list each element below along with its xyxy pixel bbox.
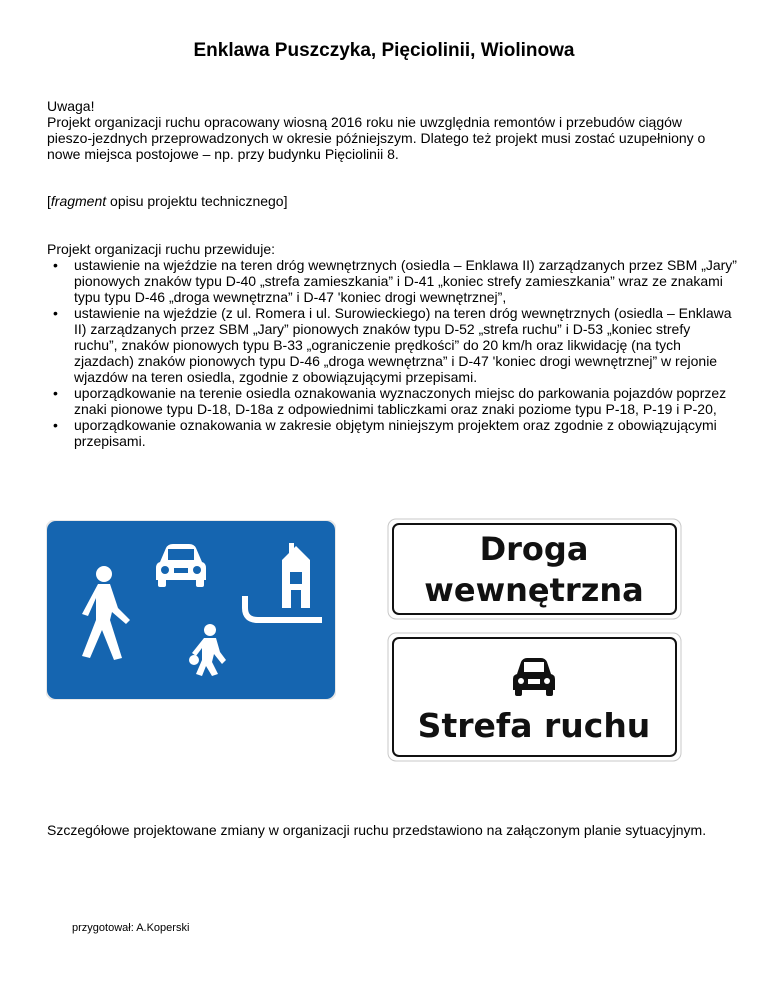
fragment-open-bracket: [ (47, 193, 51, 209)
internal-road-sign-line1: Droga (479, 530, 589, 568)
internal-road-sign (387, 518, 682, 620)
list-item: • uporządkowanie na terenie osiedla oznakowania wyznaczonych miejsc do parkowania pojazdów poprzez znaki pionowe typu D-18, D-18a z odpowiednimi tabliczkami oraz znaki poziome typu P-18, P-19 i P-20, (47, 385, 737, 417)
intro-text: Projekt organizacji ruchu przewiduje: (47, 241, 275, 257)
list-item: • uporządkowanie oznakowania w zakresie objętym niniejszym projektem oraz zgodnie z obowiązującymi przepisami. (47, 417, 737, 449)
traffic-zone-sign-text: Strefa ruchu (417, 706, 651, 745)
fragment-caption (47, 193, 727, 209)
notice-text: Projekt organizacji ruchu opracowany wiosną 2016 roku nie uwzględnia remontów i przebudów ciągów pieszo-jezdnych przeprowadzonych w okresie późniejszym. Dlatego też projekt musi zostać uzupełniony o nowe miejsca postojowe – np. przy budynku Pięciolinii 8. (47, 114, 706, 162)
prepared-by: przygotował: A.Koperski (72, 922, 190, 934)
list-item: • ustawienie na wjeździe (z ul. Romera i ul. Surowieckiego) na teren dróg wewnętrznych (osiedla – Enklawa II) zarządzanych przez SBM „Jary” pionowych znaków typu D-52 „strefa ruchu” i D-53 „koniec strefy ruchu”, znaków pionowych typu B-33 „ograniczenie prędkości” do 20 km/h oraz likwidację (na tych zjazdach) znaków pionowych typu D-46 „droga wewnętrzna” i D-47 'koniec drogi wewnętrznej” w rejonie wjazdów na teren osiedla, zgodnie z obowiązującymi przepisami. (47, 305, 737, 385)
measures-list (47, 257, 737, 449)
page-title: Enklawa Puszczyka, Pięciolinii, Wiolinowa (193, 40, 575, 61)
traffic-zone-sign (387, 632, 682, 762)
notice-heading: Uwaga! (47, 98, 95, 114)
fragment-caption-rest: opisu projektu technicznego] (106, 193, 288, 209)
list-item: • ustawienie na wjeździe na teren dróg wewnętrznych (osiedla – Enklawa II) zarządzanych przez SBM „Jary” pionowych znaków typu D-40 „strefa zamieszkania” i D-41 „koniec strefy zamieszkania” wraz ze znakami typu typu D-46 „droga wewnętrzna” i D-47 'koniec drogi wewnętrznej”, (47, 257, 737, 305)
fragment-italic-word: fragment (50, 193, 107, 209)
final-paragraph: Szczegółowe projektowane zmiany w organizacji ruchu przedstawiono na załączonym planie sytuacyjnym. (47, 822, 707, 838)
notice-paragraph (47, 98, 727, 162)
living-zone-sign (46, 520, 336, 700)
internal-road-sign-line2: wewnętrzna (424, 571, 644, 609)
